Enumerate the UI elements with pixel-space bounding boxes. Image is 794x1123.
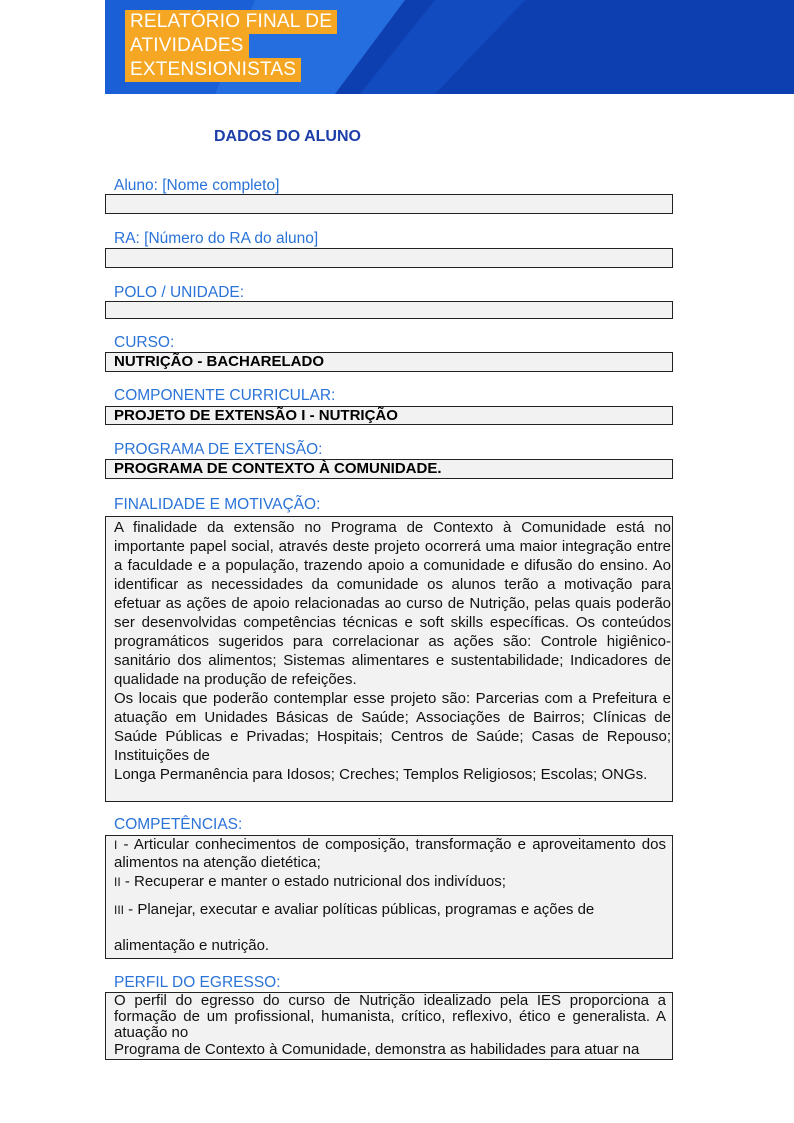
ra-label: RA: [Número do RA do aluno] bbox=[114, 230, 319, 247]
perfil-label: PERFIL DO EGRESSO: bbox=[114, 974, 281, 991]
finalidade-label: FINALIDADE E MOTIVAÇÃO: bbox=[114, 496, 321, 513]
perfil-textbox[interactable] bbox=[105, 992, 673, 1060]
competencia-item-3-continued: alimentação e nutrição. bbox=[114, 937, 270, 954]
finalidade-textbox[interactable] bbox=[105, 516, 673, 802]
componente-label: COMPONENTE CURRICULAR: bbox=[114, 387, 336, 404]
programa-field[interactable]: PROGRAMA DE CONTEXTO À COMUNIDADE. bbox=[105, 459, 673, 479]
perfil-paragraph-1: O perfil do egresso do curso de Nutrição idealizado pela IES proporciona a formação de um profissional, humanista, crítico, reflexivo, ético e generalista. A atuação no bbox=[114, 992, 666, 1041]
programa-label: PROGRAMA DE EXTENSÃO: bbox=[114, 441, 323, 458]
competencias-label: COMPETÊNCIAS: bbox=[114, 816, 243, 833]
finalidade-paragraph-2: Os locais que poderão contemplar esse projeto são: Parcerias com a Prefeitura e atuação em Unidades Básicas de Saúde; Associações de Bairros; Clínicas de Saúde Públicas e Privadas; Hospitais; Centros de Saúde; Casas de Repouso; Instituições de bbox=[114, 690, 671, 764]
polo-field[interactable] bbox=[105, 301, 673, 319]
ra-field[interactable] bbox=[105, 248, 673, 268]
componente-field[interactable]: PROJETO DE EXTENSÃO I - NUTRIÇÃO bbox=[105, 406, 673, 425]
banner-title-line-2: ATIVIDADES bbox=[125, 34, 249, 58]
competencia-item-2: II - Recuperar e manter o estado nutricional dos indivíduos; bbox=[114, 873, 506, 890]
finalidade-paragraph-1: A finalidade da extensão no Programa de Contexto à Comunidade está no importante papel social, através deste projeto ocorrerá uma maior integração entre a faculdade e a população, trazendo apoio a comunidade e difusão do ensino. Ao identificar as necessidades da comunidade os alunos terão a motivação para efetuar as ações de apoio relacionadas ao curso de Nutrição, pelas quais poderão ser desenvolvidas competências técnicas e soft skills específicas. Os conteúdos programáticos sugeridos para correlacionar as ações são: Controle higiênico- sanitário dos alimentos; Sistemas alimentares e sustentabilidade; Indicadores de qualidade na produção de refeições. bbox=[114, 519, 671, 688]
polo-label: POLO / UNIDADE: bbox=[114, 284, 245, 301]
header-banner bbox=[105, 0, 794, 94]
competencia-item-1: I - Articular conhecimentos de composição, transformação e aproveitamento dos alimentos na atenção dietética; bbox=[114, 836, 666, 871]
perfil-paragraph-2: Programa de Contexto à Comunidade, demonstra as habilidades para atuar na bbox=[114, 1041, 640, 1058]
aluno-label: Aluno: [Nome completo] bbox=[114, 177, 280, 194]
banner-title-line-3: EXTENSIONISTAS bbox=[125, 58, 301, 82]
section-title: DADOS DO ALUNO bbox=[214, 128, 361, 145]
curso-label: CURSO: bbox=[114, 334, 175, 351]
banner-title bbox=[125, 10, 337, 82]
competencias-textbox[interactable] bbox=[105, 835, 673, 959]
curso-field[interactable]: NUTRIÇÃO - BACHARELADO bbox=[105, 352, 673, 372]
finalidade-paragraph-3: Longa Permanência para Idosos; Creches; Templos Religiosos; Escolas; ONGs. bbox=[114, 766, 648, 783]
competencia-item-3: III - Planejar, executar e avaliar políticas públicas, programas e ações de bbox=[114, 901, 595, 918]
banner-title-line-1: RELATÓRIO FINAL DE bbox=[125, 10, 337, 34]
aluno-field[interactable] bbox=[105, 194, 673, 214]
